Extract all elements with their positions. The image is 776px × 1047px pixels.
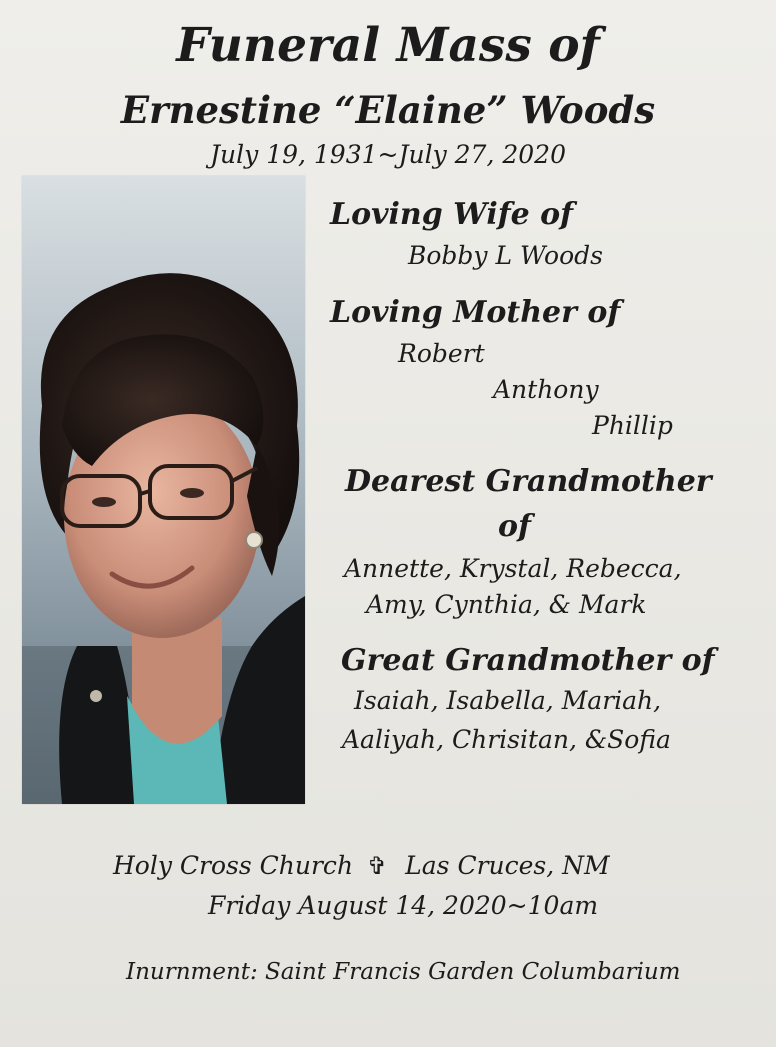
service-datetime: Friday August 14, 2020~10am (208, 891, 599, 920)
church-city: Las Cruces, NM (405, 851, 610, 880)
inurnment-info: Inurnment: Saint Francis Garden Columbarium (126, 959, 681, 985)
page-title: Funeral Mass of (176, 18, 600, 73)
child-name: Robert (398, 339, 485, 368)
church-name: Holy Cross Church (113, 851, 354, 880)
great-grandchildren-list: Aaliyah, Chrisitan, &Sofia (342, 725, 671, 754)
child-name: Anthony (493, 375, 599, 404)
grandchildren-list: Amy, Cynthia, & Mark (366, 590, 647, 619)
mother-heading: Loving Mother of (330, 295, 621, 330)
portrait-photo (22, 176, 305, 804)
husband-name: Bobby L Woods (408, 241, 603, 270)
cross-icon: ✞ (367, 852, 388, 880)
life-dates: July 19, 1931~July 27, 2020 (210, 140, 566, 169)
deceased-name: Ernestine “Elaine” Woods (120, 88, 656, 132)
child-name: Phillip (592, 411, 673, 440)
church-location-line (113, 853, 610, 878)
great-grandchildren-list: Isaiah, Isabella, Mariah, (354, 686, 662, 715)
wife-heading: Loving Wife of (330, 197, 574, 232)
grandmother-heading-of: of (498, 509, 531, 544)
grandmother-heading: Dearest Grandmother (345, 464, 712, 499)
great-grandmother-heading: Great Grandmother of (341, 643, 715, 678)
grandchildren-list: Annette, Krystal, Rebecca, (344, 554, 682, 583)
